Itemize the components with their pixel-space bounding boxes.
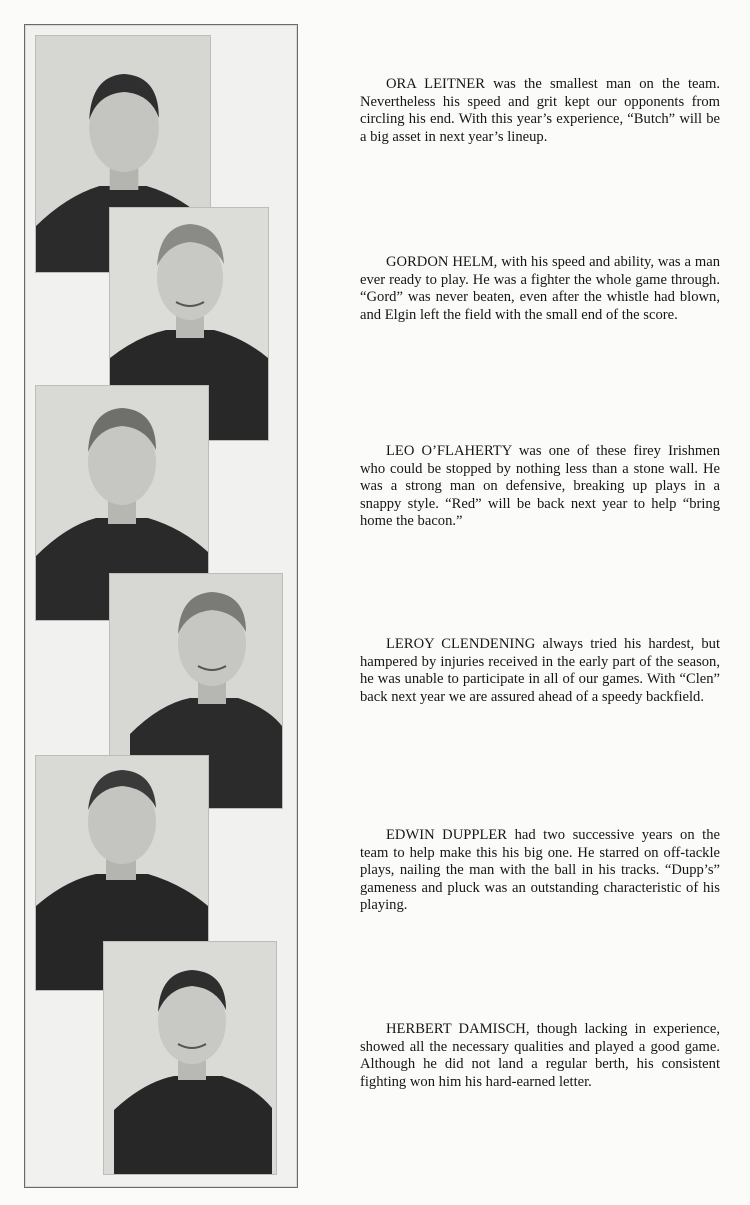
bio-edwin-duppler: EDWIN DUPPLER had two successive years on the team to help make this his big one. He starred on off-tackle plays, nailing the man with the ball in his tracks. “Dupp’s” gameness and pluck was an outstanding characteristic of his playing. [360, 827, 720, 914]
bio-herbert-damisch: HERBERT DAMISCH, though lacking in experience, showed all the necessary qualities and played a good game. Although he did not land a regular berth, his consistent fighting won him his hard-earned letter. [360, 1021, 720, 1090]
portrait-herbert-damisch [103, 941, 277, 1175]
bio-leo-oflaherty: LEO O’FLAHERTY was one of these firey Irishmen who could be stopped by nothing less than a stone wall. He was a strong man on defensive, breaking up plays in a snappy style. “Red” will be back next year to help “bring home the bacon.” [360, 443, 720, 530]
portrait-column [24, 24, 298, 1188]
bio-gordon-helm: GORDON HELM, with his speed and ability, was a man ever ready to play. He was a fighter the whole game through. “Gord” was never beaten, even after the whistle had blown, and Elgin left the field with the small end of the score. [360, 254, 720, 323]
bio-leroy-clendening: LEROY CLENDENING always tried his hardest, but hampered by injuries received in the early part of the season, he was unable to participate in all of our games. With “Clen” back next year we are assured ahead of a speedy backfield. [360, 636, 720, 705]
portrait-image [104, 942, 276, 1174]
bio-ora-leitner: ORA LEITNER was the smallest man on the team. Nevertheless his speed and grit kept our opponents from circling his end. With this year’s experience, “Butch” will be a big asset in next year’s lineup. [360, 76, 720, 145]
